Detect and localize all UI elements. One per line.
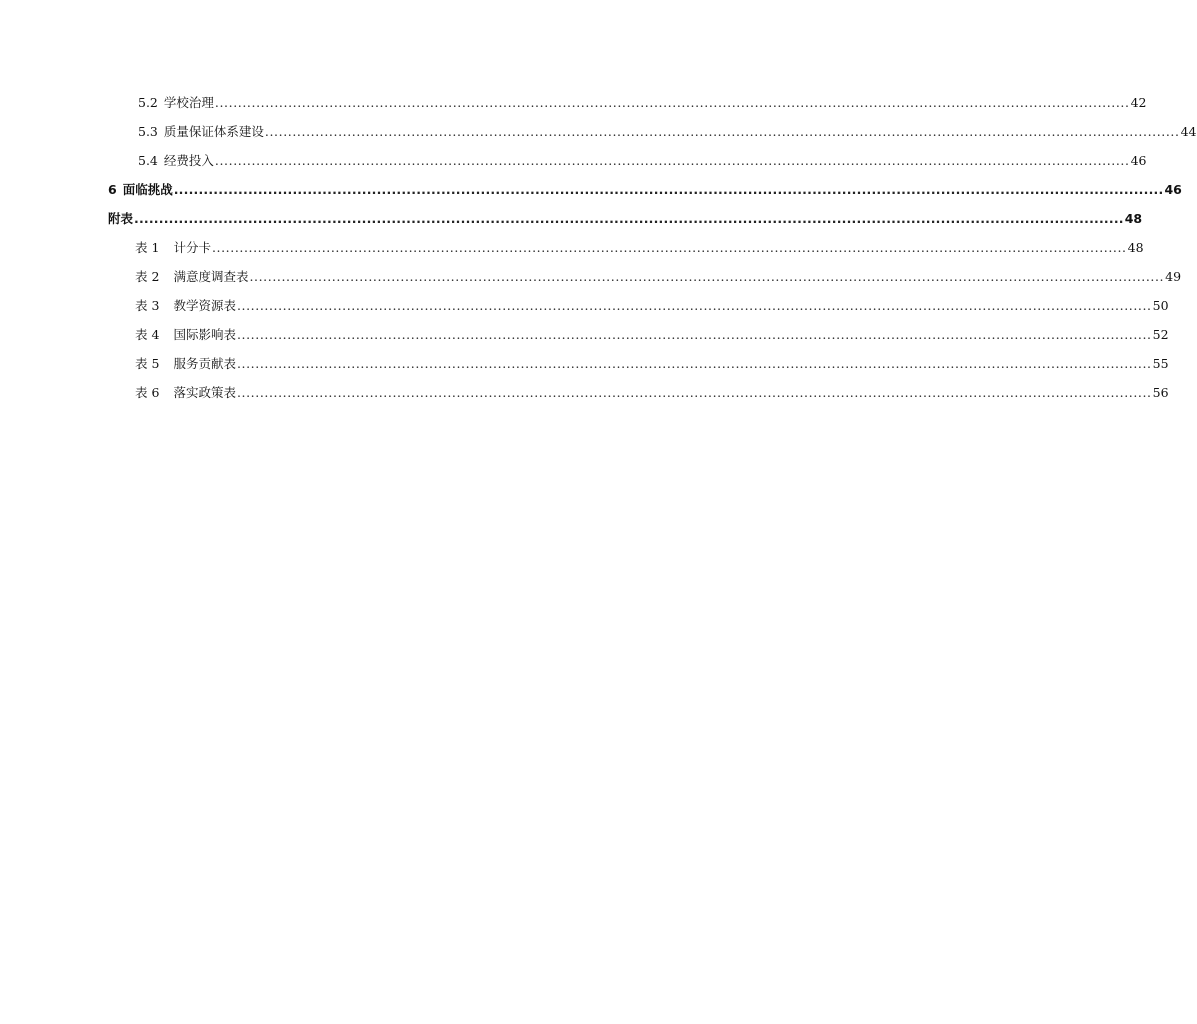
toc-page-number: 42	[1130, 95, 1147, 110]
toc-number: 5.2	[138, 95, 158, 110]
toc-title: 质量保证体系建设	[163, 124, 264, 139]
toc-page-number: 48	[1127, 240, 1144, 255]
toc-dot-leader: ........................................................................................................................................................................................................	[236, 327, 1152, 342]
toc-number: 5.3	[138, 124, 158, 139]
toc-page-number: 56	[1152, 385, 1169, 400]
toc-entry-appendix[interactable]	[108, 204, 1143, 233]
toc-number: 5.4	[138, 153, 158, 168]
toc-number: 表 6	[135, 385, 160, 400]
toc-number: 表 2	[135, 269, 160, 284]
toc-page-number: 55	[1152, 356, 1169, 371]
toc-dot-leader: ........................................................................................................................................................................................................	[264, 124, 1180, 139]
toc-dot-leader: ........................................................................................................................................................................................................	[214, 95, 1130, 110]
toc-page-number: 48	[1124, 211, 1143, 226]
toc-number: 表 5	[135, 356, 160, 371]
toc-entry-table-6[interactable]	[108, 378, 1169, 407]
toc-dot-leader: ........................................................................................................................................................................................................	[236, 356, 1152, 371]
toc-title: 国际影响表	[173, 327, 236, 342]
toc-page-number: 52	[1152, 327, 1169, 342]
toc-title: 学校治理	[163, 95, 214, 110]
toc-title: 服务贡献表	[173, 356, 236, 371]
table-of-contents	[108, 88, 1197, 407]
toc-title: 附表	[108, 211, 134, 226]
toc-title: 落实政策表	[173, 385, 236, 400]
toc-dot-leader: ........................................................................................................................................................................................................	[211, 240, 1127, 255]
toc-title: 计分卡	[173, 240, 211, 255]
toc-page-number: 50	[1152, 298, 1169, 313]
toc-dot-leader: ........................................................................................................................................................................................................	[236, 385, 1152, 400]
toc-entry-5-3[interactable]	[108, 117, 1197, 146]
toc-dot-leader: ........................................................................................................................................................................................................	[249, 269, 1165, 284]
toc-page-number: 49	[1165, 269, 1182, 284]
toc-title: 面临挑战	[122, 182, 173, 197]
toc-number: 表 1	[135, 240, 160, 255]
toc-title: 满意度调查表	[173, 269, 249, 284]
toc-entry-5-2[interactable]	[108, 88, 1147, 117]
toc-entry-table-3[interactable]	[108, 291, 1169, 320]
toc-entry-5-4[interactable]	[108, 146, 1147, 175]
toc-dot-leader: ........................................................................................................................................................................................................	[173, 182, 1164, 197]
toc-entry-table-2[interactable]	[108, 262, 1182, 291]
toc-dot-leader: ........................................................................................................................................................................................................	[134, 211, 1124, 226]
toc-entry-table-5[interactable]	[108, 349, 1169, 378]
toc-number: 表 3	[135, 298, 160, 313]
toc-title: 教学资源表	[173, 298, 236, 313]
toc-page-number: 44	[1180, 124, 1197, 139]
toc-entry-6[interactable]	[108, 175, 1182, 204]
toc-page-number: 46	[1164, 182, 1182, 197]
toc-entry-table-4[interactable]	[108, 320, 1169, 349]
toc-title: 经费投入	[163, 153, 214, 168]
toc-number: 6	[108, 182, 117, 197]
toc-page-number: 46	[1130, 153, 1147, 168]
toc-number: 表 4	[135, 327, 160, 342]
toc-dot-leader: ........................................................................................................................................................................................................	[236, 298, 1152, 313]
toc-entry-table-1[interactable]	[108, 233, 1144, 262]
toc-dot-leader: ........................................................................................................................................................................................................	[214, 153, 1130, 168]
